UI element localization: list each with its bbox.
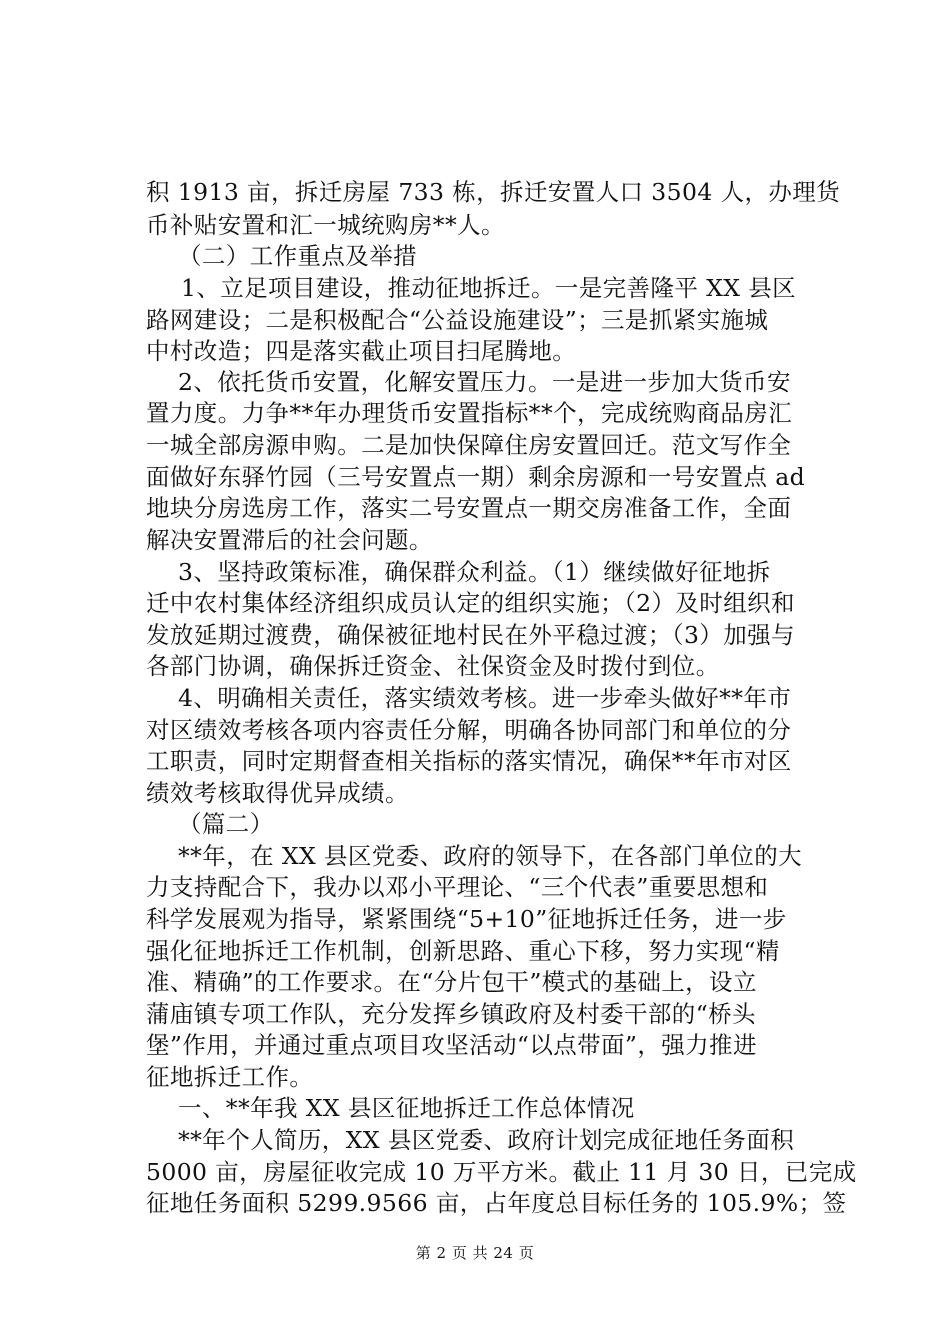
part-heading: （篇二） xyxy=(178,810,274,838)
text-line-25: 强化征地拆迁工作机制，创新思路、重心下移，努力实现“精 xyxy=(146,937,780,965)
subsection-heading: 一、**年我 XX 县区征地拆迁工作总体情况 xyxy=(178,1094,635,1122)
text-line-28: 堡”作用，并通过重点项目攻坚活动“以点带面”，强力推进 xyxy=(146,1031,757,1059)
text-line-11: 地块分房选房工作，落实二号安置点一期交房准备工作，全面 xyxy=(146,494,792,522)
text-line-19: 工职责，同时定期督查相关指标的落实情况，确保**年市对区 xyxy=(146,747,792,775)
text-line-24: 科学发展观为指导，紧紧围绕“5+10”征地拆迁任务，进一步 xyxy=(146,905,787,933)
text-line-17: 4、明确相关责任，落实绩效考核。进一步牵头做好**年市 xyxy=(178,684,792,712)
text-line-22: **年，在 XX 县区党委、政府的领导下，在各部门单位的大 xyxy=(178,842,802,870)
text-line-18: 对区绩效考核各项内容责任分解，明确各协同部门和单位的分 xyxy=(146,716,792,744)
text-line-20: 绩效考核取得优异成绩。 xyxy=(146,779,409,807)
page-footer: 第 2 页 共 24 页 xyxy=(415,1244,535,1262)
text-line-13: 3、坚持政策标准，确保群众利益。（1）继续做好征地拆 xyxy=(178,558,771,586)
text-line-1: 积 1913 亩，拆迁房屋 733 栋，拆迁安置人口 3504 人，办理货 xyxy=(146,178,841,206)
text-line-7: 2、依托货币安置，化解安置压力。一是进一步加大货币安 xyxy=(178,368,791,396)
text-line-33: 征地任务面积 5299.9566 亩，占年度总目标任务的 105.9%；签 xyxy=(146,1189,847,1217)
text-line-14: 迁中农村集体经济组织成员认定的组织实施；（2）及时组织和 xyxy=(146,589,795,617)
section-heading: （二）工作重点及举措 xyxy=(178,242,417,270)
text-line-29: 征地拆迁工作。 xyxy=(146,1063,314,1091)
text-line-15: 发放延期过渡费，确保被征地村民在外平稳过渡；（3）加强与 xyxy=(146,621,795,649)
text-line-6: 中村改造；四是落实截止项目扫尾腾地。 xyxy=(146,337,577,365)
text-line-8: 置力度。力争**年办理货币安置指标**个，完成统购商品房汇 xyxy=(146,399,793,427)
text-line-16: 各部门协调，确保拆迁资金、社保资金及时拨付到位。 xyxy=(146,652,720,680)
text-line-12: 解决安置滞后的社会问题。 xyxy=(146,526,433,554)
text-line-31: **年个人简历，XX 县区党委、政府计划完成征地任务面积 xyxy=(178,1126,795,1154)
text-line-4: 1、立足项目建设，推动征地拆迁。一是完善隆平 XX 县区 xyxy=(181,274,797,302)
text-line-27: 蒲庙镇专项工作队，充分发挥乡镇政府及村委干部的“桥头 xyxy=(146,1000,756,1028)
text-line-26: 准、精确”的工作要求。在“分片包干”模式的基础上，设立 xyxy=(146,968,757,996)
text-line-10: 面做好东驿竹园（三号安置点一期）剩余房源和一号安置点 ad xyxy=(146,463,806,491)
text-line-2: 币补贴安置和汇一城统购房**人。 xyxy=(146,211,505,239)
text-line-32: 5000 亩，房屋征收完成 10 万平方米。截止 11 月 30 日，已完成 xyxy=(146,1158,857,1186)
text-line-5: 路网建设；二是积极配合“公益设施建设”；三是抓紧实施城 xyxy=(146,306,769,334)
text-line-9: 一城全部房源申购。二是加快保障住房安置回迁。范文写作全 xyxy=(146,431,792,459)
text-line-23: 力支持配合下，我办以邓小平理论、“三个代表”重要思想和 xyxy=(146,873,769,901)
